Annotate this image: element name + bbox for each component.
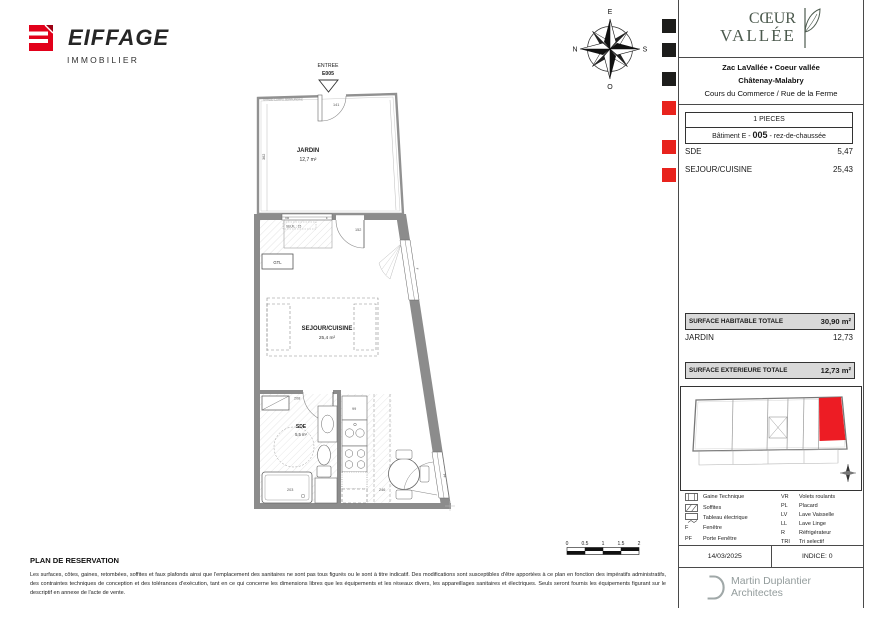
- legend-item: [781, 510, 835, 519]
- legend-label: Lave Vaisselle: [799, 511, 835, 518]
- legend-label: Placard: [799, 502, 818, 509]
- marker-square-black: [662, 19, 676, 33]
- legend-abbr: PL: [781, 502, 788, 509]
- compass-label-n: N: [572, 46, 578, 54]
- legend-abbr: TRI: [781, 538, 790, 545]
- jardin-area: 12,73: [832, 333, 853, 342]
- legend-item: [685, 502, 748, 512]
- surface-habitable-box: [685, 313, 855, 330]
- entrance-arrow: [319, 80, 338, 92]
- entrance-code: E005: [321, 71, 335, 77]
- legend-label: Gaine Technique: [703, 494, 745, 501]
- surface-exterieure-box: [685, 362, 855, 379]
- eiffage-logo: [26, 18, 169, 52]
- unit-location: [686, 128, 852, 143]
- legend-label: Fenêtre: [703, 525, 722, 532]
- window-vr-label: VR: [285, 216, 290, 220]
- porte-fenetre-label: PF: [442, 473, 447, 478]
- highlighted-unit: [819, 397, 846, 441]
- footer-title: PLAN DE RESERVATION: [30, 556, 120, 565]
- key-plan: [680, 386, 862, 491]
- mini-compass-icon: [840, 464, 856, 482]
- legend-left-column: [685, 492, 748, 544]
- window-f-label: F: [326, 216, 328, 220]
- legend: [680, 489, 861, 545]
- scale-tick: 1.5: [617, 541, 625, 547]
- marker-square-red: [662, 140, 676, 154]
- jardin-room: [258, 94, 403, 214]
- dim-jardin: 362: [262, 153, 266, 160]
- dim-sde: 208: [294, 396, 301, 401]
- brand-name: EIFFAGE: [68, 25, 170, 50]
- compass-rose: [568, 5, 652, 91]
- legend-item: [781, 528, 835, 537]
- address-line2: Châtenay-Malabry: [738, 76, 804, 85]
- compass-cardinal-points: [580, 19, 640, 79]
- jardin-door-arc: [336, 220, 364, 248]
- legend-label: Volets roulants: [799, 493, 836, 500]
- legend-item: [685, 513, 748, 523]
- scale-bar: [558, 539, 648, 559]
- terraces: [699, 450, 838, 466]
- legend-right-column: [781, 492, 835, 546]
- cv-logo-line2: VALLÉE: [720, 26, 796, 46]
- garde-corps-label: GARDE-CORPS SERRURERIE: [263, 97, 303, 102]
- legend-item: [781, 519, 835, 528]
- divider: [679, 57, 863, 58]
- legend-label: Tableau électrique: [703, 514, 748, 521]
- dim-table: 246: [379, 488, 386, 492]
- legend-abbr: LL: [781, 520, 788, 527]
- dim-kitchen: 99: [352, 407, 357, 411]
- jardin-row: [685, 333, 853, 342]
- room-label: SEJOUR/CUISINE: [685, 165, 753, 174]
- marker-square-red: [662, 101, 676, 115]
- jardin-area: 12,7 m²: [299, 157, 317, 163]
- legend-label: Réfrigérateur: [799, 529, 832, 536]
- dim-window: 152: [355, 228, 362, 232]
- seuil-label: SEUIL : 15: [286, 224, 302, 229]
- compass-label-s: S: [642, 46, 648, 54]
- unit-type: 1 PIECES: [686, 113, 852, 128]
- dining-table: [389, 450, 430, 499]
- sejour-area: 25,4 m²: [318, 336, 336, 341]
- legend-label: Soffites: [703, 504, 722, 511]
- unit-building: Bâtiment E -: [712, 133, 753, 140]
- tableau-electrique-icon: [685, 513, 703, 523]
- entrance-label: ENTREE: [317, 63, 339, 69]
- toilet: [317, 445, 331, 477]
- dim-shower: 203: [287, 488, 294, 492]
- divider: [679, 104, 863, 105]
- surface-habitable-label: SURFACE HABITABLE TOTALE: [689, 318, 784, 325]
- brand-division: IMMOBILIER: [67, 55, 140, 65]
- address-line3: Cours du Commerce / Rue de la Ferme: [704, 89, 838, 98]
- architect-d-icon: [703, 574, 725, 601]
- shower: [262, 472, 312, 503]
- refrigerator: [342, 489, 367, 503]
- eiffage-icon: [26, 18, 58, 52]
- leaf-icon: [798, 6, 822, 50]
- surface-habitable-value: 30,90 m²: [820, 317, 851, 326]
- room-label: SDE: [685, 147, 702, 156]
- tri-bin: [342, 472, 367, 489]
- vanity: [318, 406, 337, 442]
- coeur-vallee-logo: [679, 6, 863, 50]
- soffites-icon: [685, 504, 703, 512]
- legend-abbr: VR: [781, 493, 789, 500]
- marker-square-black: [662, 72, 676, 86]
- architect-name: Martin Duplantier: [731, 575, 811, 587]
- washing-machine: [315, 478, 337, 503]
- cv-logo-line1: CŒUR: [748, 9, 796, 27]
- scale-tick: 1: [601, 541, 605, 547]
- kitchen-stove: [342, 446, 367, 472]
- title-block-panel: [678, 0, 864, 608]
- marker-square-red: [662, 168, 676, 182]
- room-row: [685, 165, 853, 174]
- legend-label: Porte Fenêtre: [703, 535, 737, 542]
- footer-disclaimer: Les surfaces, côtes, gaines, retombées, soffites et faux plafonds ainsi que l'emplacement des sanitaires ne sont pas tous figurés ou le sont à titre indicatif. Des modifications sont susceptibles d'être apportées à ce plan en fonction des impératifs administratifs, des contraintes techniques de conception et des tolérances d'exécution, tant en ce qui concerne les dimensions libres que les équipements et les réseaux divers, les appareillages sanitaires et électriques. Seuls seront fournis les équipements figurant sur le descriptif en annexe de l'acte de vente.: [30, 572, 666, 596]
- right-window: [379, 240, 419, 300]
- right-window-label: F: [415, 267, 420, 270]
- address-line1: Zac LaVallée • Coeur vallée: [722, 63, 820, 72]
- room-area: 25,43: [832, 165, 853, 174]
- marker-square-black: [662, 43, 676, 57]
- sejour-label: SEJOUR/CUISINE: [301, 326, 353, 332]
- legend-item: [685, 534, 748, 544]
- legend-item: [781, 501, 835, 510]
- legend-item: [781, 492, 835, 501]
- jardin-label: JARDIN: [685, 333, 714, 342]
- legend-abbr: F: [685, 525, 689, 532]
- floor-plan: [230, 52, 480, 522]
- plan-date: 14/03/2025: [679, 546, 772, 567]
- compass-label-o: O: [607, 84, 613, 91]
- architect-title: Architectes: [731, 586, 783, 599]
- jardin-label: JARDIN: [296, 148, 320, 154]
- legend-item: [685, 492, 748, 502]
- plan-indice: INDICE: 0: [801, 553, 833, 560]
- legend-label: Tri selectif: [799, 538, 824, 545]
- compass-label-e: E: [607, 9, 613, 16]
- date-indice-row: [679, 545, 863, 568]
- gtl-label: GTL: [273, 259, 282, 265]
- unit-number: 005: [752, 130, 768, 140]
- tableau-electrique: [262, 396, 289, 410]
- surface-exterieure-value: 12,73 m²: [820, 366, 851, 375]
- sde-area: 5,5 m²: [295, 432, 307, 437]
- dim-entry: 141: [333, 103, 340, 107]
- scale-tick: 0: [565, 541, 569, 547]
- legend-item: [685, 523, 748, 533]
- room-row: [685, 147, 853, 156]
- architect-block: [703, 574, 811, 601]
- legend-label: Lave Linge: [799, 520, 826, 527]
- legend-abbr: PF: [685, 535, 693, 542]
- gaine-technique-icon: [685, 493, 703, 501]
- kitchen-sink: [342, 420, 367, 446]
- surface-exterieure-label: SURFACE EXTERIEURE TOTALE: [689, 367, 788, 374]
- sde-label: SDE: [295, 424, 307, 430]
- room-area: 5,47: [837, 147, 853, 156]
- legend-abbr: R: [781, 529, 785, 536]
- scale-tick: 0.5: [581, 541, 589, 547]
- scale-tick: 2: [637, 541, 641, 547]
- unit-info-box: [685, 112, 853, 144]
- gtl-box: [262, 254, 293, 269]
- legend-abbr: LV: [781, 511, 788, 518]
- unit-floor: - rez-de-chaussée: [767, 133, 826, 140]
- project-address: [679, 61, 863, 100]
